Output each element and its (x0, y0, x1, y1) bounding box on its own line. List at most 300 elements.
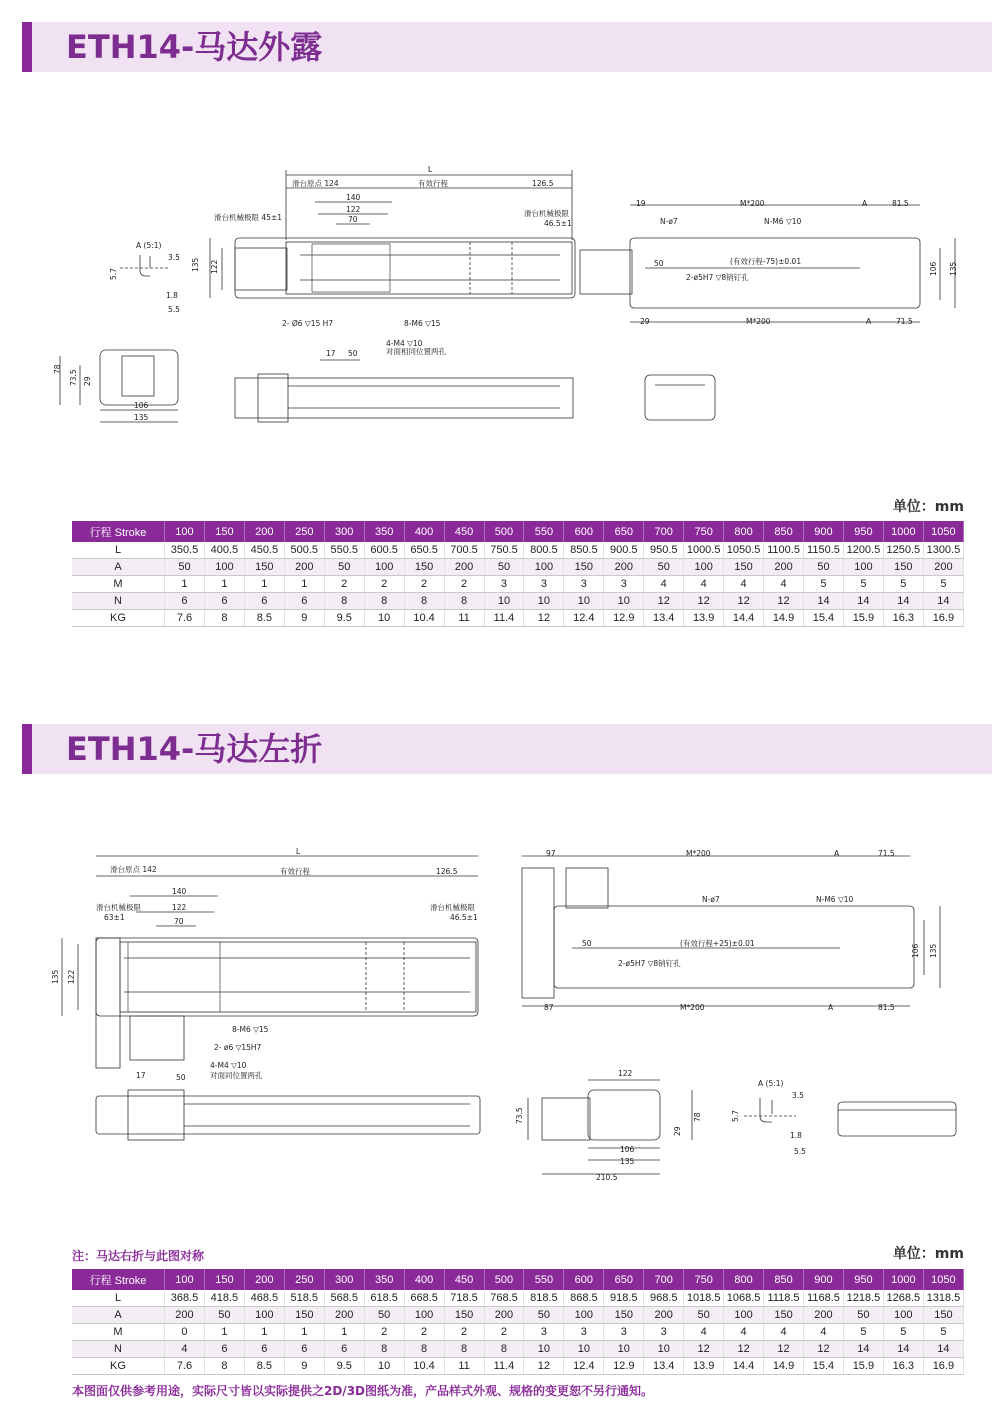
table-cell: 1 (324, 1324, 364, 1341)
dim-140: 140 (346, 193, 361, 202)
header-stroke-label: 行程 Stroke (72, 521, 165, 542)
table-cell: 9.5 (324, 1358, 364, 1375)
table-cell: 1000.5 (684, 542, 724, 559)
dim-50: 50 (582, 939, 592, 948)
table-cell: 12 (804, 1341, 844, 1358)
table-cell: 568.5 (324, 1290, 364, 1307)
table-cell: 150 (604, 1307, 644, 1324)
table-cell: 50 (165, 559, 205, 576)
table-cell: 50 (644, 559, 684, 576)
dim-29-end: 29 (83, 376, 92, 386)
table-cell: 400.5 (204, 542, 244, 559)
dim-e135: 135 (620, 1157, 635, 1166)
header-stroke-value: 550 (524, 521, 564, 542)
table-cell: 150 (284, 1307, 324, 1324)
table-cell: 200 (324, 1307, 364, 1324)
table-cell: 3 (604, 576, 644, 593)
dim-m200-top: M*200 (686, 849, 711, 858)
table-cell: 9 (284, 610, 324, 627)
table-cell: 12 (524, 1358, 564, 1375)
dim-106: 106 (929, 261, 938, 276)
dim-81-5: 81.5 (878, 1003, 895, 1012)
table-cell: 3 (564, 1324, 604, 1341)
table-cell: 10 (364, 1358, 404, 1375)
table-cell: 50 (364, 1307, 404, 1324)
table-cell: 16.9 (923, 610, 963, 627)
table-row (72, 1341, 964, 1358)
table-cell: 868.5 (564, 1290, 604, 1307)
header-stroke-value: 400 (404, 521, 444, 542)
table-cell: 8 (444, 593, 484, 610)
header-stroke-value: 750 (684, 521, 724, 542)
table-cell: 1318.5 (923, 1290, 963, 1307)
table-cell: 14.4 (724, 1358, 764, 1375)
table-cell: 818.5 (524, 1290, 564, 1307)
table-cell: 50 (204, 1307, 244, 1324)
table-cell: 12 (724, 1341, 764, 1358)
table-cell: 8 (484, 1341, 524, 1358)
row-label: N (72, 1341, 165, 1358)
unit-label: 单位：mm (892, 499, 964, 515)
table-cell: 11 (444, 1358, 484, 1375)
table-cell: 900.5 (604, 542, 644, 559)
dim-e122: 122 (618, 1069, 633, 1078)
table-cell: 12.4 (564, 610, 604, 627)
header-stroke-value: 350 (364, 521, 404, 542)
table-cell: 14 (843, 1341, 883, 1358)
dim-5-7: 5.7 (731, 1110, 740, 1122)
table-cell: 8 (204, 1358, 244, 1375)
header-stroke-value: 950 (843, 521, 883, 542)
table-cell: 450.5 (244, 542, 284, 559)
table-cell: 150 (404, 559, 444, 576)
table-cell: 3 (484, 576, 524, 593)
section-header-motor-left-fold (22, 724, 992, 774)
table-cell: 8 (404, 1341, 444, 1358)
header-stroke-value: 1000 (883, 521, 923, 542)
table-cell: 618.5 (364, 1290, 404, 1307)
table-cell: 1068.5 (724, 1290, 764, 1307)
table-cell: 5 (843, 576, 883, 593)
dim-50-side: 50 (176, 1073, 186, 1082)
header-stroke-value: 700 (644, 1269, 684, 1290)
table-cell: 6 (165, 593, 205, 610)
dim-5-5: 5.5 (794, 1147, 806, 1156)
table-cell: 14.4 (724, 610, 764, 627)
header-stroke-value: 500 (484, 521, 524, 542)
dim-5-5: 5.5 (168, 305, 180, 314)
dim-70: 70 (174, 917, 184, 926)
technical-drawing-motor-exposed (0, 160, 1000, 430)
table-cell: 7.6 (165, 1358, 205, 1375)
table-cell: 950.5 (644, 542, 684, 559)
detail-a-label: A (5:1) (758, 1079, 784, 1088)
dim-effective-stroke: 有效行程 (418, 179, 448, 188)
table-cell: 2 (404, 1324, 444, 1341)
row-label: M (72, 1324, 165, 1341)
table-cell: 800.5 (524, 542, 564, 559)
table-row (72, 559, 964, 576)
table-cell: 5 (923, 1324, 963, 1341)
table-cell: 14 (923, 593, 963, 610)
dim-n-m6: N-M6 ▽10 (764, 217, 802, 226)
table-cell: 12 (524, 610, 564, 627)
row-label: L (72, 542, 165, 559)
table-cell: 1050.5 (724, 542, 764, 559)
table-cell: 2 (364, 576, 404, 593)
header-stroke-value: 600 (564, 521, 604, 542)
table-cell: 8.5 (244, 610, 284, 627)
table-cell: 3 (644, 1324, 684, 1341)
table-cell: 100 (684, 559, 724, 576)
dim-bottom-135: 135 (134, 413, 149, 422)
table-cell: 1 (204, 1324, 244, 1341)
table-cell: 8 (444, 1341, 484, 1358)
header-stroke-value: 100 (165, 1269, 205, 1290)
table-cell: 10 (564, 1341, 604, 1358)
spec-table-motor-exposed (72, 521, 964, 627)
dim-140: 140 (172, 887, 187, 896)
dim-106: 106 (911, 943, 920, 958)
dim-e106: 106 (620, 1145, 635, 1154)
header-stroke-value: 650 (604, 1269, 644, 1290)
table-cell: 100 (404, 1307, 444, 1324)
dim-pin-hole: 2-ø5H7 ▽8销钉孔 (618, 959, 681, 968)
header-stroke-value: 200 (244, 521, 284, 542)
table-cell: 9.5 (324, 610, 364, 627)
table-cell: 50 (324, 559, 364, 576)
table-row (72, 576, 964, 593)
header-stroke-value: 900 (804, 521, 844, 542)
table-cell: 150 (764, 1307, 804, 1324)
drawing-svg (0, 840, 1000, 1190)
table-cell: 200 (284, 559, 324, 576)
dim-17: 17 (326, 349, 336, 358)
table-cell: 14 (804, 593, 844, 610)
header-stroke-value: 350 (364, 1269, 404, 1290)
dim-71-5: 71.5 (896, 317, 913, 326)
technical-drawing-motor-left-fold (0, 840, 1000, 1190)
table-cell: 14.9 (764, 610, 804, 627)
header-stroke-value: 1050 (923, 521, 963, 542)
dim-135: 135 (51, 969, 60, 984)
table-cell: 6 (204, 593, 244, 610)
dim-hole-m6: 8-M6 ▽15 (232, 1025, 269, 1034)
table-cell: 150 (244, 559, 284, 576)
dim-bottom-106: 106 (134, 401, 149, 410)
table-cell: 10 (604, 593, 644, 610)
table-cell: 12.9 (604, 1358, 644, 1375)
dim-n-m6: N-M6 ▽10 (816, 895, 854, 904)
table-cell: 12 (644, 593, 684, 610)
table-cell: 4 (724, 576, 764, 593)
table-cell: 1300.5 (923, 542, 963, 559)
dim-limit-left: 滑台机械极限 45±1 (214, 213, 282, 222)
table-cell: 12.4 (564, 1358, 604, 1375)
header-stroke-value: 850 (764, 1269, 804, 1290)
dim-135-right: 135 (929, 943, 938, 958)
header-stroke-value: 300 (324, 1269, 364, 1290)
table-cell: 2 (444, 576, 484, 593)
table-cell: 100 (564, 1307, 604, 1324)
dim-m4-2: 对面同位置两孔 (210, 1071, 263, 1080)
table-cell: 1150.5 (804, 542, 844, 559)
table-cell: 8 (364, 1341, 404, 1358)
dim-135: 135 (191, 257, 200, 272)
dim-a-bottom: A (866, 317, 872, 326)
table-cell: 100 (524, 559, 564, 576)
table-cell: 100 (843, 559, 883, 576)
header-accent-bar (22, 724, 32, 774)
table-cell: 14 (883, 1341, 923, 1358)
dim-73-5: 73.5 (69, 369, 78, 386)
table-cell: 668.5 (404, 1290, 444, 1307)
header-stroke-value: 1000 (883, 1269, 923, 1290)
table-cell: 13.9 (684, 1358, 724, 1375)
table-cell: 8 (364, 593, 404, 610)
table-cell: 1018.5 (684, 1290, 724, 1307)
table-cell: 10.4 (404, 610, 444, 627)
table-cell: 1 (284, 576, 324, 593)
table-cell: 968.5 (644, 1290, 684, 1307)
table-cell: 11.4 (484, 610, 524, 627)
dim-122v: 122 (67, 969, 76, 984)
table-cell: 3 (524, 1324, 564, 1341)
table-cell: 200 (604, 559, 644, 576)
dim-78: 78 (693, 1112, 702, 1122)
dim-m4: 4-M4 ▽10 (210, 1061, 247, 1070)
table-cell: 6 (244, 1341, 284, 1358)
dim-97: 97 (546, 849, 556, 858)
row-label: A (72, 1307, 165, 1324)
dim-29: 29 (673, 1126, 682, 1136)
table-cell: 550.5 (324, 542, 364, 559)
header-stroke-value: 650 (604, 521, 644, 542)
dim-m4-2: 对面相同位置两孔 (386, 347, 446, 356)
table-cell: 12 (684, 593, 724, 610)
table-cell: 15.4 (804, 610, 844, 627)
dim-3-5: 3.5 (168, 253, 180, 262)
table-cell: 150 (444, 1307, 484, 1324)
table-cell: 1250.5 (883, 542, 923, 559)
header-stroke-value: 450 (444, 521, 484, 542)
table-cell: 100 (724, 1307, 764, 1324)
table-cell: 850.5 (564, 542, 604, 559)
table-cell: 9 (284, 1358, 324, 1375)
dim-81-5: 81.5 (892, 199, 909, 208)
header-stroke-value: 150 (204, 1269, 244, 1290)
dim-19: 19 (636, 199, 646, 208)
table-cell: 5 (843, 1324, 883, 1341)
row-label: L (72, 1290, 165, 1307)
table-cell: 918.5 (604, 1290, 644, 1307)
header-stroke-value: 250 (284, 521, 324, 542)
table-cell: 200 (484, 1307, 524, 1324)
table-cell: 1 (244, 1324, 284, 1341)
table-cell: 8 (324, 593, 364, 610)
dim-87: 87 (544, 1003, 554, 1012)
table-cell: 2 (324, 576, 364, 593)
row-label: KG (72, 610, 165, 627)
dim-m200-bottom: M*200 (680, 1003, 705, 1012)
table-cell: 6 (284, 593, 324, 610)
table-cell: 10 (644, 1341, 684, 1358)
dim-a-top: A (834, 849, 840, 858)
table-cell: 4 (684, 1324, 724, 1341)
header-stroke-value: 950 (843, 1269, 883, 1290)
dim-limit-right-2: 46.5±1 (544, 219, 572, 228)
header-stroke-value: 200 (244, 1269, 284, 1290)
table-cell: 10.4 (404, 1358, 444, 1375)
table-header-row (72, 521, 964, 542)
header-accent-bar (22, 22, 32, 72)
table-cell: 8 (204, 610, 244, 627)
table-cell: 16.3 (883, 610, 923, 627)
dim-L: L (428, 165, 433, 174)
table-cell: 15.9 (843, 1358, 883, 1375)
dim-210-5: 210.5 (596, 1173, 618, 1182)
table-cell: 10 (564, 593, 604, 610)
detail-a-label: A (5:1) (136, 241, 162, 250)
dim-n-hole: N-ø7 (660, 217, 678, 226)
table-cell: 100 (883, 1307, 923, 1324)
table-cell: 11 (444, 610, 484, 627)
header-stroke-value: 550 (524, 1269, 564, 1290)
header-stroke-value: 250 (284, 1269, 324, 1290)
table-cell: 8.5 (244, 1358, 284, 1375)
table-cell: 15.4 (804, 1358, 844, 1375)
table-cell: 1 (244, 576, 284, 593)
table-cell: 418.5 (204, 1290, 244, 1307)
dim-3-5: 3.5 (792, 1091, 804, 1100)
dim-5-7: 5.7 (109, 268, 118, 280)
header-stroke-value: 600 (564, 1269, 604, 1290)
table-cell: 4 (724, 1324, 764, 1341)
table-cell: 2 (484, 1324, 524, 1341)
dim-29: 29 (640, 317, 650, 326)
table-cell: 1200.5 (843, 542, 883, 559)
table-cell: 10 (524, 593, 564, 610)
dim-1-8: 1.8 (790, 1131, 802, 1140)
table-cell: 200 (804, 1307, 844, 1324)
dim-71-5: 71.5 (878, 849, 895, 858)
dim-135-right: 135 (949, 261, 958, 276)
dim-hole-pin: 2- Ø6 ▽15 H7 (282, 319, 334, 328)
table-cell: 1 (165, 576, 205, 593)
table-cell: 2 (364, 1324, 404, 1341)
table-cell: 11.4 (484, 1358, 524, 1375)
table-cell: 718.5 (444, 1290, 484, 1307)
table-cell: 200 (644, 1307, 684, 1324)
table-cell: 50 (484, 559, 524, 576)
dim-limit-right-1: 滑台机械极限 (430, 903, 475, 912)
dim-effective-stroke: 有效行程 (280, 867, 310, 876)
table-cell: 100 (364, 559, 404, 576)
table-row (72, 1358, 964, 1375)
dim-m4: 4-M4 ▽10 (386, 339, 423, 348)
header-stroke-value: 800 (724, 1269, 764, 1290)
table-cell: 1218.5 (843, 1290, 883, 1307)
header-stroke-value: 450 (444, 1269, 484, 1290)
dim-122: 122 (172, 903, 187, 912)
header-stroke-label: 行程 Stroke (72, 1269, 165, 1290)
dim-50: 50 (654, 259, 664, 268)
table-cell: 650.5 (404, 542, 444, 559)
table-cell: 15.9 (843, 610, 883, 627)
row-label: M (72, 576, 165, 593)
table-row (72, 1324, 964, 1341)
header-stroke-value: 900 (804, 1269, 844, 1290)
table-cell: 200 (165, 1307, 205, 1324)
dim-eff-tol: (有效行程-75)±0.01 (730, 257, 802, 266)
dim-122v: 122 (210, 259, 219, 274)
table-cell: 16.3 (883, 1358, 923, 1375)
header-stroke-value: 750 (684, 1269, 724, 1290)
table-cell: 1100.5 (764, 542, 804, 559)
dim-a-top: A (862, 199, 868, 208)
table-cell: 468.5 (244, 1290, 284, 1307)
table-cell: 14 (843, 593, 883, 610)
table-cell: 14.9 (764, 1358, 804, 1375)
table-cell: 150 (564, 559, 604, 576)
table-cell: 1268.5 (883, 1290, 923, 1307)
dim-122: 122 (346, 205, 361, 214)
table-cell: 4 (764, 1324, 804, 1341)
header-stroke-value: 500 (484, 1269, 524, 1290)
header-stroke-value: 300 (324, 521, 364, 542)
spec-table-motor-left-fold (72, 1269, 964, 1375)
dim-50-side: 50 (348, 349, 358, 358)
table-cell: 500.5 (284, 542, 324, 559)
dim-limit-left-1: 滑台机械极限 (96, 903, 141, 912)
header-stroke-value: 1050 (923, 1269, 963, 1290)
table-cell: 10 (604, 1341, 644, 1358)
dim-eff-tol: (有效行程+25)±0.01 (680, 939, 755, 948)
header-stroke-value: 850 (764, 521, 804, 542)
dim-L: L (296, 847, 301, 856)
dim-n-hole: N-ø7 (702, 895, 720, 904)
table-cell: 13.4 (644, 610, 684, 627)
table-cell: 4 (804, 1324, 844, 1341)
dim-m200-bottom: M*200 (746, 317, 771, 326)
table-cell: 12 (764, 593, 804, 610)
table-cell: 4 (165, 1341, 205, 1358)
table-cell: 50 (524, 1307, 564, 1324)
dim-1-8: 1.8 (166, 291, 178, 300)
table-row (72, 1307, 964, 1324)
table-cell: 200 (923, 559, 963, 576)
table-cell: 12 (684, 1341, 724, 1358)
dim-a-bottom: A (828, 1003, 834, 1012)
row-label: N (72, 593, 165, 610)
table-cell: 100 (204, 559, 244, 576)
table-row (72, 542, 964, 559)
table-cell: 4 (644, 576, 684, 593)
table-cell: 12 (724, 593, 764, 610)
unit-label: 单位：mm (892, 1246, 964, 1262)
mirror-note: 注：马达右折与此图对称 (72, 1249, 205, 1263)
table-cell: 1168.5 (804, 1290, 844, 1307)
table-cell: 12 (764, 1341, 804, 1358)
table-cell: 1 (284, 1324, 324, 1341)
dim-17: 17 (136, 1071, 146, 1080)
table-cell: 10 (524, 1341, 564, 1358)
table-cell: 4 (684, 576, 724, 593)
table-cell: 12.9 (604, 610, 644, 627)
table-cell: 3 (524, 576, 564, 593)
dim-origin: 滑台原点 142 (110, 865, 157, 874)
table-cell: 6 (324, 1341, 364, 1358)
